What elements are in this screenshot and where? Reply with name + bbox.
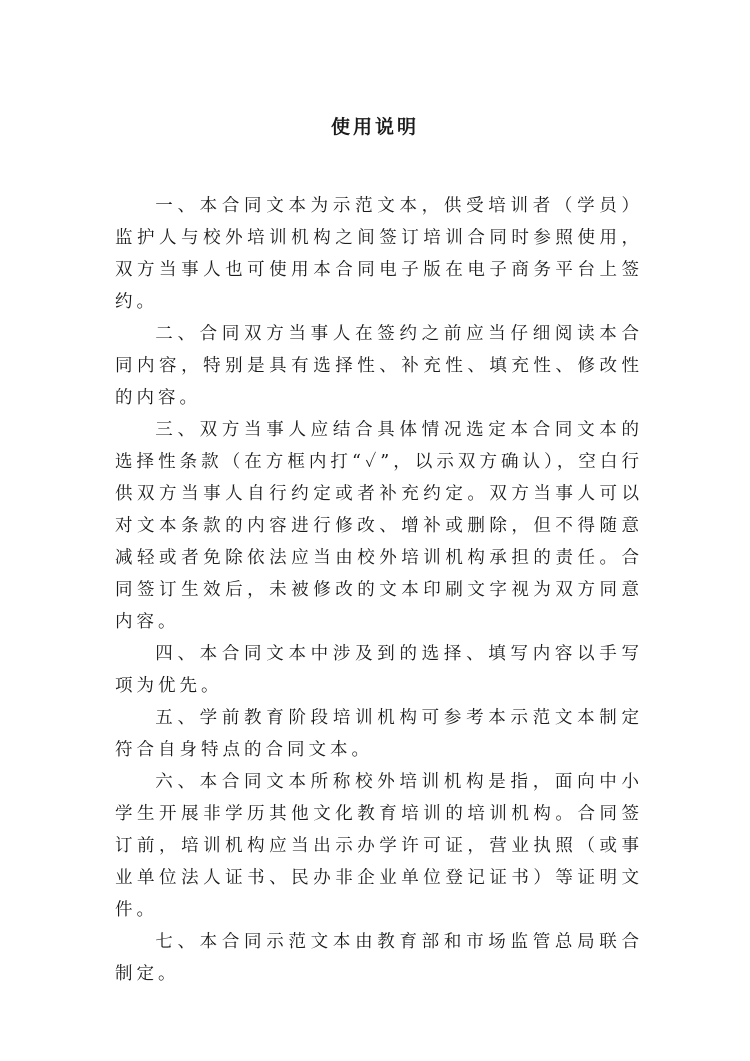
- paragraph-5: 五、学前教育阶段培训机构可参考本示范文本制定符合自身特点的合同文本。: [115, 708, 643, 760]
- paragraph-4: 四、本合同文本中涉及到的选择、填写内容以手写项为优先。: [115, 644, 643, 696]
- document-title: 使用说明: [330, 116, 419, 138]
- document-body: [115, 190, 643, 990]
- paragraph-7: 七、本合同示范文本由教育部和市场监管总局联合制定。: [115, 932, 643, 984]
- paragraph-2: 二、合同双方当事人在签约之前应当仔细阅读本合同内容，特别是具有选择性、补充性、填充性、修改性的内容。: [115, 324, 643, 408]
- paragraph-1: 一、本合同文本为示范文本，供受培训者（学员）监护人与校外培训机构之间签订培训合同时参照使用，双方当事人也可使用本合同电子版在电子商务平台上签约。: [115, 196, 643, 312]
- paragraph-6: 六、本合同文本所称校外培训机构是指，面向中小学生开展非学历其他文化教育培训的培训机构。合同签订前，培训机构应当出示办学许可证，营业执照（或事业单位法人证书、民办非企业单位登记证书）等证明文件。: [115, 772, 643, 920]
- paragraph-3: 三、双方当事人应结合具体情况选定本合同文本的选择性条款（在方框内打“✓”，以示双方确认），空白行供双方当事人自行约定或者补充约定。双方当事人可以对文本条款的内容进行修改、增补或删除，但不得随意减轻或者免除依法应当由校外培训机构承担的责任。合同签订生效后，未被修改的文本印刷文字视为双方同意内容。: [115, 420, 643, 632]
